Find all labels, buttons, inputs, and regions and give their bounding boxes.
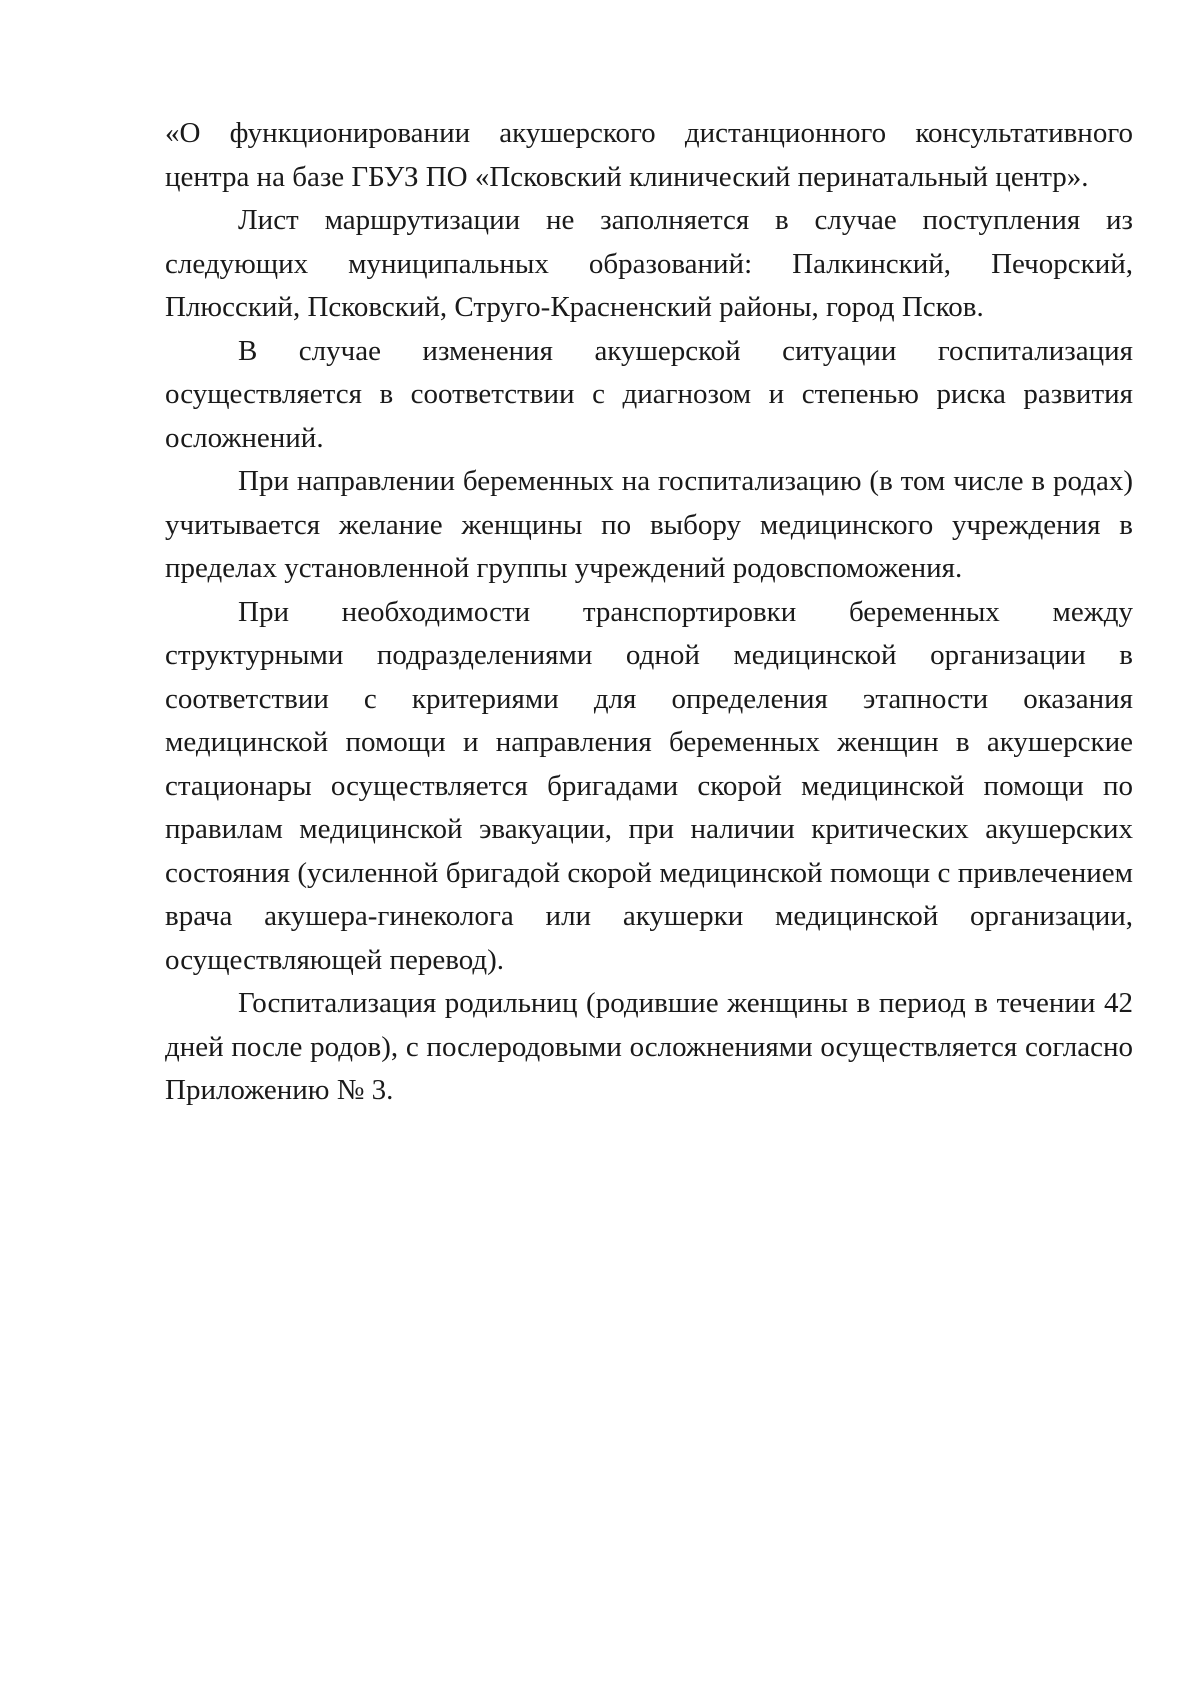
- paragraph-continuation: «О функционировании акушерского дистанционного консультативного центра на базе ГБУЗ ПО «Псковский клинический перинатальный центр».: [165, 117, 1133, 193]
- paragraph-transportation: При необходимости транспортировки беременных между структурными подразделениями одной медицинской организации в соответствии с критериями для определения этапности оказания медицинской помощи и направления беременных женщин в акушерские стационары осуществляется бригадами скорой медицинской помощи по правилам медицинской эвакуации, при наличии критических акушерских состояния (усиленной бригадой скорой медицинской помощи с привлечением врача акушера-гинеколога или акушерки медицинской организации, осуществляющей перевод).: [165, 595, 1133, 976]
- paragraph-postpartum: Госпитализация родильниц (родившие женщины в период в течении 42 дней после родов), с послеродовыми осложнениями осуществляется согласно Приложению № 3.: [165, 987, 1133, 1106]
- paragraph-obstetric-situation: В случае изменения акушерской ситуации госпитализация осуществляется в соответствии с диагнозом и степенью риска развития осложнений.: [165, 334, 1133, 454]
- paragraph-routing-sheet: Лист маршрутизации не заполняется в случае поступления из следующих муниципальных образований: Палкинский, Печорский, Плюсский, Псковский, Струго-Красненский районы, город Псков.: [165, 204, 1133, 323]
- document-body: [165, 112, 1133, 1113]
- paragraph-woman-choice: При направлении беременных на госпитализацию (в том числе в родах) учитывается желание женщины по выбору медицинского учреждения в пределах установленной группы учреждений родовспоможения.: [165, 465, 1133, 584]
